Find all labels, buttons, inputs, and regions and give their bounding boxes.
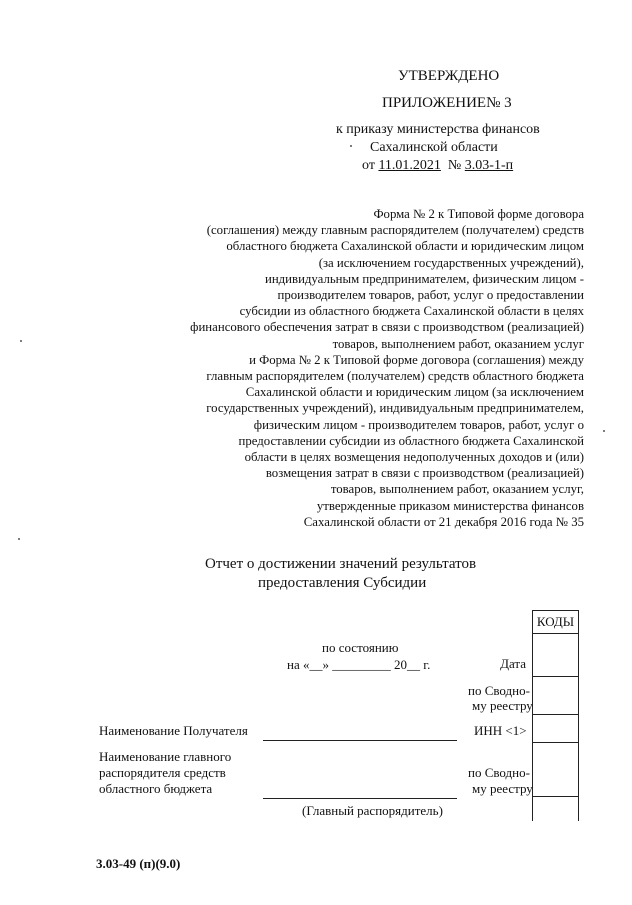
as-of-label: по состоянию [322,640,399,655]
form-reference-line: Форма № 2 к Типовой форме договора [373,207,584,221]
number-prefix: № [447,158,462,173]
codes-right-border [578,633,579,821]
scan-speck [20,340,22,342]
form-reference-line: (соглашения) между главным распорядителем (получателем) средств [206,223,584,238]
form-reference-line: производителем товаров, работ, услуг о предоставлении [277,288,584,303]
inn-code-label: ИНН <1> [474,723,527,738]
scan-speck [350,145,352,147]
form-reference-line: областного бюджета Сахалинской области и юридическим лицом [226,239,584,254]
form-reference-line: товаров, выполнением работ, оказанием услуг [332,336,584,351]
order-number: 3.03-1-п [464,158,514,173]
registry2-code-label-1: по Сводно- [468,765,530,780]
form-reference-line: (за исключением государственных учреждений), [318,255,584,270]
form-reference-line: возмещения затрат в связи с производством (реализацией) [265,466,584,481]
report-title: Отчет о достижении значений результатов [205,556,477,572]
scan-speck [18,538,20,540]
form-reference-line: индивидуальным предпринимателем, физическим лицом - [264,271,584,286]
form-reference-paragraph [190,206,584,530]
manager-label-line3: областного бюджета [99,781,213,796]
codes-row-divider [532,796,579,797]
form-reference-line: товаров, выполнением работ, оказанием услуг, [330,482,584,497]
form-reference-line: физическим лицом - производителем товаров, работ, услуг о [253,417,584,432]
manager-input-line[interactable] [263,798,457,799]
registry-code-label-2: му реестру [472,698,533,713]
approved-heading: УТВЕРЖДЕНО [398,68,500,84]
recipient-input-line[interactable] [263,740,457,741]
scan-speck [603,430,605,432]
form-reference-line: Сахалинской области и юридическим лицом (за исключением [245,385,584,400]
codes-header-cell [532,610,579,634]
order-reference: к приказу министерства финансов [336,122,540,137]
order-date-line [362,158,513,174]
form-reference-line: государственных учреждений), индивидуальным предпринимателем, [206,401,584,416]
form-reference-line: финансового обеспечения затрат в связи с производством (реализацией) [190,320,584,335]
report-date-field[interactable]: на «__» _________ 20__ г. [287,657,431,672]
form-reference-line: предоставлении субсидии из областного бюджета Сахалинской [238,433,584,448]
codes-row-divider [532,676,579,677]
appendix-heading: ПРИЛОЖЕНИЕ№ 3 [382,95,512,111]
recipient-label: Наименование Получателя [99,723,248,738]
registry2-code-label-2: му реестру [472,781,533,796]
form-reference-line: субсидии из областного бюджета Сахалинской области в целях [239,304,584,319]
form-reference-line: утвержденные приказом министерства финансов [316,498,584,513]
codes-title: КОДЫ [536,614,575,629]
date-code-label: Дата [500,656,526,671]
form-reference-line: Сахалинской области от 21 декабря 2016 года № 35 [303,514,584,529]
date-prefix: от [362,158,375,173]
form-reference-line: области в целях возмещения недополученных доходов и (или) [244,450,584,465]
manager-label-line2: распорядителя средств [99,765,226,780]
manager-label-line1: Наименование главного [99,749,232,764]
report-subtitle: предоставления Субсидии [258,575,427,591]
codes-row-divider [532,742,579,743]
form-code-footer: 3.03-49 (п)(9.0) [96,856,181,871]
form-reference-line: и Форма № 2 к Типовой форме договора (соглашения) между [249,352,584,367]
form-reference-line: главным распорядителем (получателем) средств областного бюджета [206,369,584,384]
order-date: 11.01.2021 [378,158,441,173]
registry-code-label-1: по Сводно- [468,683,530,698]
codes-row-divider [532,714,579,715]
manager-caption: (Главный распорядитель) [302,803,443,818]
region-name: Сахалинской области [370,140,498,155]
